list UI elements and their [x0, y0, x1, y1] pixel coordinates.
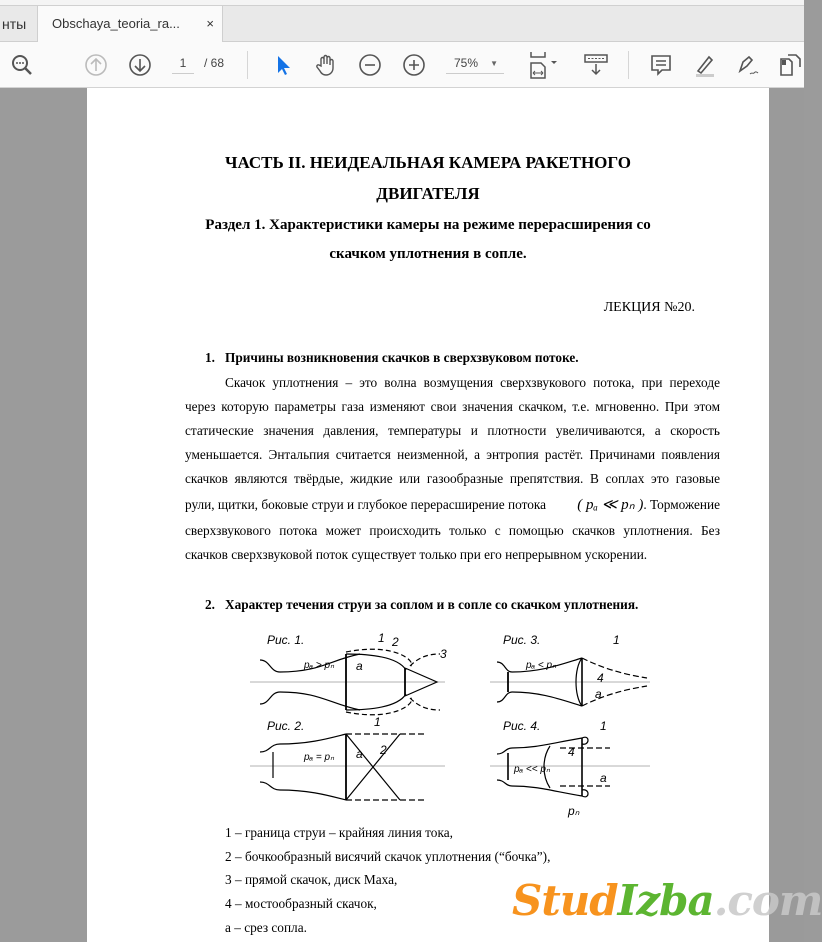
legend-item: 2 – бочкообразный висячий скачок уплотнения (“бочка”), [225, 849, 551, 864]
watermark-part: Izba [617, 876, 714, 925]
para-line: скачков сверхзвуковой поток существует только при его непрерывном ускорении. [185, 547, 648, 562]
toolbar [0, 42, 804, 88]
fig2-n1: 1 [374, 715, 381, 729]
page-number-input[interactable]: 1 [172, 56, 194, 74]
export-icon[interactable] [778, 52, 804, 78]
fig2-label: Рис. 2. [267, 719, 305, 733]
para-line: Скачок уплотнения – это волна возмущения сверхзвукового потока, при переходе [225, 375, 720, 390]
para-line: через которую параметры газа изменяют свои значения скачком, т.е. мгновенно. При этом [185, 399, 720, 414]
para-text: . Торможение [643, 497, 720, 512]
highlight-icon[interactable] [692, 52, 718, 78]
fig3-n4: 4 [597, 671, 604, 685]
close-tab-icon[interactable]: × [206, 16, 214, 31]
para-line: уменьшается. Энтальпия считается неизменной, а энтропия растёт. Причинами появления [185, 447, 720, 462]
tab-title: Obschaya_teoria_ra... [52, 16, 180, 31]
zoom-in-icon[interactable] [401, 52, 427, 78]
nozzle-figure [250, 620, 650, 820]
legend-item: 3 – прямой скачок, диск Маха, [225, 872, 398, 887]
para-line [185, 495, 720, 514]
para-text: рули, щитки, боковые струи и глубокое перерасширение потока [185, 497, 547, 512]
section-title-cont: скачком уплотнения в сопле. [329, 246, 527, 262]
fig1-pressure: pₐ > pₙ [304, 660, 335, 671]
heading-1: Причины возникновения скачков в сверхзвуковом потоке. [225, 350, 579, 365]
select-arrow-icon[interactable] [270, 52, 296, 78]
fig3-label: Рис. 3. [503, 633, 541, 647]
divider [247, 51, 248, 79]
heading-2: Характер течения струи за соплом и в сопле со скачком уплотнения. [225, 597, 639, 612]
fig2-pressure: pₐ = pₙ [304, 752, 335, 763]
chevron-down-icon: ▼ [490, 59, 498, 68]
legend-item: 1 – граница струи – крайняя линия тока, [225, 825, 453, 840]
zoom-value: 75% [454, 56, 479, 70]
figure-2 [250, 715, 445, 800]
fig3-a: a [595, 687, 602, 701]
legend-item: a – срез сопла. [225, 920, 307, 935]
fig1-label: Рис. 1. [267, 633, 305, 647]
zoom-select[interactable] [446, 56, 504, 74]
divider [628, 51, 629, 79]
fig4-pn: pₙ [568, 804, 580, 818]
studizba-watermark-logo [512, 876, 822, 925]
figure-1 [250, 631, 447, 715]
page-up-icon[interactable] [83, 52, 109, 78]
tab-document[interactable] [38, 6, 223, 43]
scroll-mode-icon[interactable] [583, 52, 609, 78]
para-line: сверхзвукового потока может происходить только с помощью скачков уплотнения. Без [185, 523, 720, 538]
fig2-a: a [356, 747, 363, 761]
page-down-icon[interactable] [127, 52, 153, 78]
chapter-title: ЧАСТЬ II. НЕИДЕАЛЬНАЯ КАМЕРА РАКЕТНОГО [224, 153, 632, 172]
fig3-pressure: pₐ < pₙ [526, 660, 557, 671]
chapter-title-cont: ДВИГАТЕЛЯ [376, 184, 480, 203]
figure-3 [490, 633, 650, 706]
para-line: статические значения давления, температуры и плотности увеличиваются, а скорость [185, 423, 720, 438]
lecture-number: ЛЕКЦИЯ №20. [603, 300, 695, 315]
watermark-part: .com [713, 876, 822, 925]
watermark-part: Stud [512, 876, 618, 925]
tab-previous[interactable]: нты [0, 6, 38, 42]
sign-icon[interactable] [735, 52, 761, 78]
fig2-n2: 2 [380, 743, 387, 757]
legend-item: 4 – мостообразный скачок, [225, 896, 377, 911]
fig1-a: a [356, 659, 363, 673]
fig1-n1: 1 [378, 631, 385, 645]
fig1-n3: 3 [440, 647, 447, 661]
fig1-n2: 2 [392, 635, 399, 649]
zoom-out-icon[interactable] [357, 52, 383, 78]
heading-number: 2. [205, 597, 215, 612]
fit-page-icon[interactable] [527, 52, 561, 78]
fig4-n4: 4 [568, 745, 575, 759]
fig4-pressure: pₐ << pₙ [514, 764, 550, 775]
comment-icon[interactable] [648, 52, 674, 78]
scroll-area[interactable] [769, 88, 804, 942]
search-icon[interactable] [9, 52, 35, 78]
para-line: скачков являются твёрдые, жидкие или газообразные препятствия. В соплах это газовые [185, 471, 720, 486]
fig4-a: a [600, 771, 607, 785]
pdf-page [87, 88, 769, 942]
fig3-n1: 1 [613, 633, 620, 647]
fig4-n1: 1 [600, 719, 607, 733]
figure-4 [490, 719, 650, 818]
page-total: / 68 [204, 56, 225, 70]
section-title: Раздел 1. Характеристики камеры на режиме перерасширения со [205, 217, 651, 233]
tab-bar [0, 6, 804, 42]
hand-icon[interactable] [313, 52, 339, 78]
fig4-label: Рис. 4. [503, 719, 541, 733]
heading-number: 1. [205, 350, 215, 365]
formula: ( pₐ ≪ pₙ ) [577, 497, 644, 513]
